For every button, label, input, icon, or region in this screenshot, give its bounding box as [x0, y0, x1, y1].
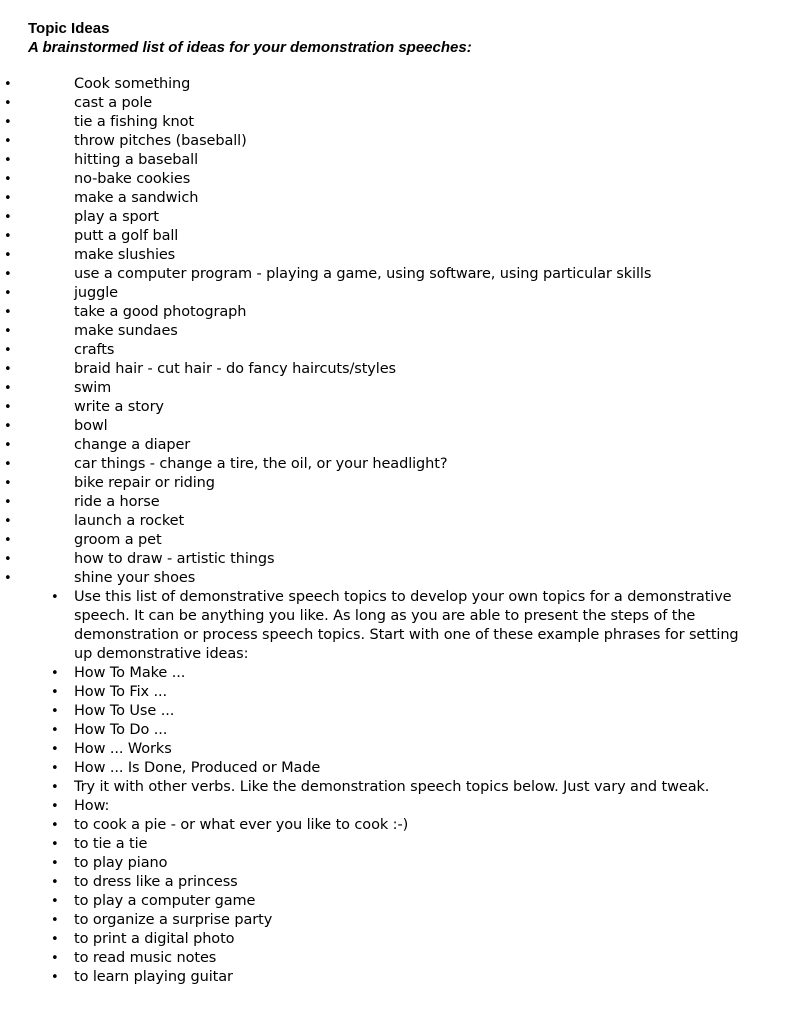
list-item-text: tie a fishing knot	[74, 114, 194, 130]
list-item	[0, 759, 739, 778]
list-item-text: How To Use ...	[74, 703, 175, 719]
demonstrative-phrases-list	[0, 588, 739, 987]
list-item	[0, 664, 739, 683]
document-header	[28, 19, 472, 57]
list-item	[0, 778, 739, 797]
bullet-icon: •	[4, 191, 12, 206]
list-item-text: putt a golf ball	[74, 228, 179, 244]
bullet-icon: •	[4, 229, 12, 244]
list-item	[0, 569, 739, 588]
list-item-text: crafts	[74, 342, 115, 358]
list-item-text: to learn playing guitar	[74, 969, 233, 985]
list-item-text: make slushies	[74, 247, 176, 263]
list-item-text: car things - change a tire, the oil, or your headlight?	[74, 456, 448, 472]
bullet-icon: •	[4, 476, 12, 491]
bullet-icon: •	[4, 210, 12, 225]
bullet-icon: •	[51, 913, 59, 928]
list-item	[0, 949, 739, 968]
list-item	[0, 854, 739, 873]
list-item	[0, 797, 739, 816]
bullet-icon: •	[4, 400, 12, 415]
bullet-icon: •	[51, 818, 59, 833]
list-item-text: no-bake cookies	[74, 171, 191, 187]
list-item	[0, 968, 739, 987]
list-item	[0, 208, 739, 227]
bullet-icon: •	[51, 666, 59, 681]
list-item-text: launch a rocket	[74, 513, 185, 529]
list-item	[0, 702, 739, 721]
list-item	[0, 360, 739, 379]
list-item-text: how to draw - artistic things	[74, 551, 275, 567]
list-item	[0, 398, 739, 417]
bullet-icon: •	[4, 286, 12, 301]
list-item-text: swim	[74, 380, 112, 396]
list-item-text: to organize a surprise party	[74, 912, 273, 928]
bullet-icon: •	[4, 514, 12, 529]
list-item-text: How:	[74, 798, 110, 814]
list-item	[0, 816, 739, 835]
list-item-text: Try it with other verbs. Like the demonstration speech topics below. Just vary and tweak.	[74, 779, 710, 795]
list-item	[0, 189, 739, 208]
list-item-text: use a computer program - playing a game, using software, using particular skills	[74, 266, 652, 282]
bullet-icon: •	[4, 419, 12, 434]
bullet-icon: •	[51, 742, 59, 757]
bullet-icon: •	[51, 799, 59, 814]
page-title: Topic Ideas	[28, 20, 110, 37]
list-item	[0, 303, 739, 322]
bullet-icon: •	[51, 875, 59, 890]
bullet-icon: •	[4, 552, 12, 567]
list-item-text: make sundaes	[74, 323, 178, 339]
topic-ideas-list	[0, 75, 739, 588]
list-item-text: hitting a baseball	[74, 152, 199, 168]
list-item	[0, 113, 739, 132]
bullet-icon: •	[4, 571, 12, 586]
list-item	[0, 322, 739, 341]
list-item	[0, 170, 739, 189]
bullet-icon: •	[4, 457, 12, 472]
list-item	[0, 455, 739, 474]
list-item-text: to tie a tie	[74, 836, 148, 852]
list-item-text: throw pitches (baseball)	[74, 133, 247, 149]
bullet-icon: •	[4, 324, 12, 339]
bullet-icon: •	[4, 305, 12, 320]
bullet-icon: •	[4, 533, 12, 548]
bullet-icon: •	[4, 267, 12, 282]
bullet-icon: •	[4, 362, 12, 377]
list-item	[0, 417, 739, 436]
list-item	[0, 588, 739, 664]
list-item	[0, 550, 739, 569]
list-item-text: make a sandwich	[74, 190, 199, 206]
list-item	[0, 379, 739, 398]
bullet-icon: •	[4, 438, 12, 453]
list-item	[0, 911, 739, 930]
bullet-icon: •	[51, 970, 59, 985]
list-item-text: to cook a pie - or what ever you like to cook :-)	[74, 817, 409, 833]
list-item	[0, 132, 739, 151]
list-item-text: change a diaper	[74, 437, 191, 453]
list-item-text: How To Fix ...	[74, 684, 168, 700]
bullet-icon: •	[51, 837, 59, 852]
list-item-text: How ... Is Done, Produced or Made	[74, 760, 321, 776]
bullet-icon: •	[4, 153, 12, 168]
bullet-icon: •	[51, 951, 59, 966]
list-item	[0, 683, 739, 702]
list-item-text: How To Do ...	[74, 722, 168, 738]
list-item-text: Cook something	[74, 76, 191, 92]
list-item	[0, 265, 739, 284]
bullet-icon: •	[51, 856, 59, 871]
list-item-text: How To Make ...	[74, 665, 186, 681]
page-subtitle: A brainstormed list of ideas for your demonstration speeches:	[28, 39, 472, 56]
list-item-text: Use this list of demonstrative speech topics to develop your own topics for a demonstrative speech. It can be anything you like. As long as you are able to present the steps of the demonstration or process speech topics. Start with one of these example phrases for setting up demonstrative ideas:	[74, 589, 739, 662]
list-item-text: take a good photograph	[74, 304, 247, 320]
list-item	[0, 436, 739, 455]
list-item	[0, 151, 739, 170]
bullet-icon: •	[4, 248, 12, 263]
list-item	[0, 94, 739, 113]
list-item-text: bike repair or riding	[74, 475, 215, 491]
list-item-text: play a sport	[74, 209, 159, 225]
list-item	[0, 75, 739, 94]
list-item-text: cast a pole	[74, 95, 153, 111]
bullet-icon: •	[4, 134, 12, 149]
list-item-text: juggle	[74, 285, 118, 301]
list-item-text: to play a computer game	[74, 893, 256, 909]
list-item-text: to print a digital photo	[74, 931, 235, 947]
list-item-text: to read music notes	[74, 950, 217, 966]
bullet-icon: •	[4, 77, 12, 92]
bullet-icon: •	[51, 780, 59, 795]
list-item-text: bowl	[74, 418, 108, 434]
list-item	[0, 246, 739, 265]
list-item	[0, 835, 739, 854]
list-item-text: to dress like a princess	[74, 874, 238, 890]
list-item	[0, 227, 739, 246]
bullet-icon: •	[4, 495, 12, 510]
list-item-text: groom a pet	[74, 532, 162, 548]
bullet-icon: •	[4, 172, 12, 187]
list-item	[0, 474, 739, 493]
list-item-text: braid hair - cut hair - do fancy haircuts/styles	[74, 361, 396, 377]
bullet-icon: •	[4, 115, 12, 130]
bullet-icon: •	[51, 723, 59, 738]
bullet-icon: •	[51, 685, 59, 700]
bullet-icon: •	[4, 343, 12, 358]
list-item	[0, 341, 739, 360]
list-item-text: to play piano	[74, 855, 168, 871]
list-item	[0, 512, 739, 531]
list-item	[0, 873, 739, 892]
list-item-text: How ... Works	[74, 741, 172, 757]
list-item	[0, 721, 739, 740]
bullet-icon: •	[4, 381, 12, 396]
list-item	[0, 284, 739, 303]
bullet-icon: •	[51, 704, 59, 719]
list-item	[0, 531, 739, 550]
list-item	[0, 930, 739, 949]
list-item-text: ride a horse	[74, 494, 160, 510]
bullet-icon: •	[51, 761, 59, 776]
list-item-text: shine your shoes	[74, 570, 196, 586]
list-item	[0, 740, 739, 759]
bullet-icon: •	[4, 96, 12, 111]
bullet-icon: •	[51, 894, 59, 909]
list-item	[0, 892, 739, 911]
list-item	[0, 493, 739, 512]
list-item-text: write a story	[74, 399, 164, 415]
bullet-icon: •	[51, 932, 59, 947]
bullet-icon: •	[51, 590, 59, 605]
